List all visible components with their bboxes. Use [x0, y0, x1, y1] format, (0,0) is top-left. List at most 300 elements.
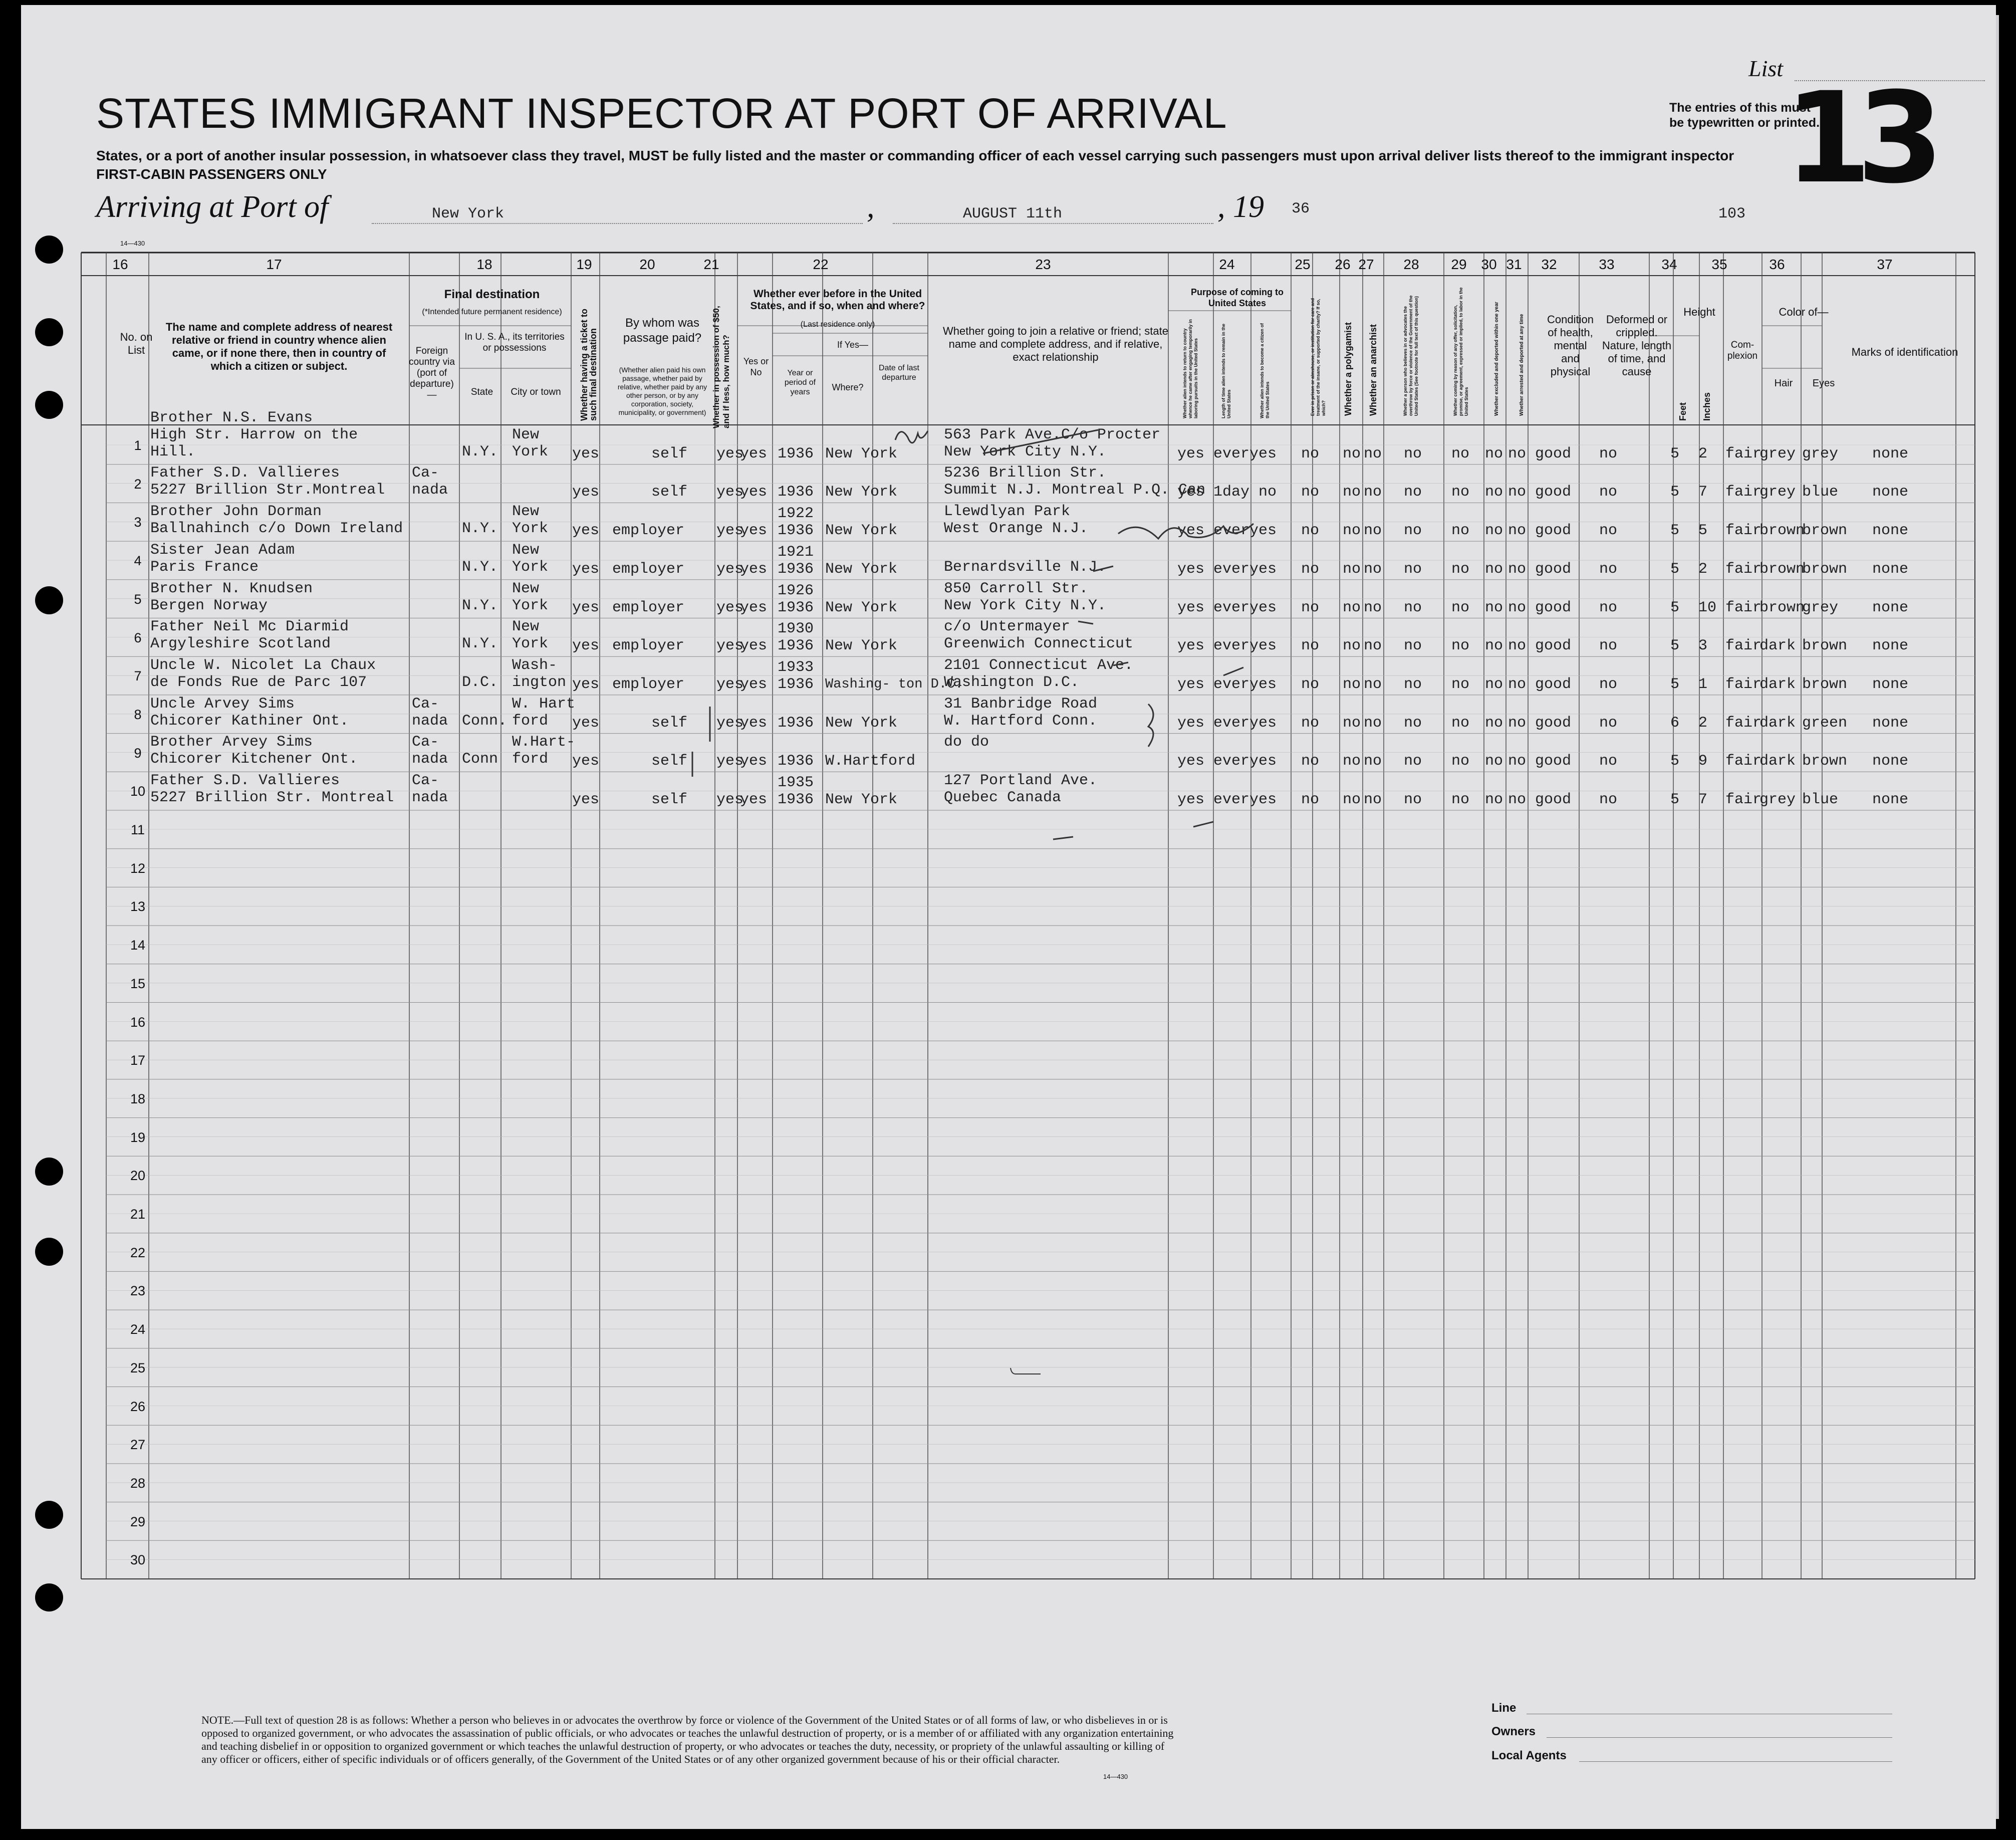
- foreign-country-line: Ca-: [412, 734, 439, 751]
- agents-field-line: [1579, 1761, 1892, 1762]
- list-label: List: [1748, 56, 1784, 81]
- relative-address-line: Bergen Norway: [150, 597, 268, 614]
- question-28-note: NOTE.—Full text of question 28 is as follows: Whether a person who believes in or advocates the overthrow by force or violence of the Government of the United States or of all forms of law, or who disbelieves in or is opposed to organized government, or who advocates the assassination of public officials, or who advocates or teaches the unlawful destruction of property, or is a member of or affiliated with any organization entertaining and teaching disbelief in or opposition to organized government or which teaches the unlawful destruction of property, or who advocates or teaches the duty, necessity, or propriety of the unlawful assaulting or killing of any officer or officers, either of specific individuals or of officers generally, of the Government of the United States or of any other organized government because of his or their official character.: [201, 1714, 1174, 1765]
- column-number: 36: [1769, 257, 1785, 272]
- city-line: York: [512, 443, 549, 461]
- relative-address-line: Brother Arvey Sims: [150, 734, 313, 751]
- row-number: 20: [130, 1168, 146, 1184]
- row-number: 19: [130, 1129, 146, 1145]
- purpose-cell: yes everyes: [1177, 791, 1277, 808]
- deformed-cell: no: [1599, 714, 1618, 732]
- q29-cell: no: [1451, 791, 1470, 808]
- deformed-cell: no: [1599, 560, 1618, 578]
- q31-cell: no: [1508, 445, 1527, 463]
- where-cell: W.Hartford: [825, 753, 916, 770]
- form-number-top: 14—430: [120, 240, 145, 247]
- q30-cell: no: [1485, 753, 1503, 770]
- q26-cell: no: [1343, 599, 1361, 616]
- relative-address-line: Hill.: [150, 443, 196, 461]
- relative-address-line: Uncle Arvey Sims: [150, 695, 295, 713]
- eye-color-cell: brown: [1802, 522, 1848, 540]
- health-cell: good: [1535, 445, 1572, 463]
- row-number: 6: [134, 630, 142, 645]
- passage-paid-cell: employer: [612, 522, 685, 540]
- eye-color-cell: blue: [1802, 791, 1839, 808]
- health-cell: good: [1535, 675, 1572, 693]
- row-number: 9: [134, 745, 142, 761]
- purpose-cell: yes everyes: [1177, 599, 1277, 616]
- height-feet-cell: 5: [1670, 560, 1680, 578]
- q28-cell: no: [1404, 791, 1422, 808]
- q29-cell: no: [1451, 484, 1470, 501]
- header-final-destination: Final destination: [444, 288, 540, 301]
- marks-cell: none: [1872, 445, 1909, 463]
- join-address-line: 5236 Brillion Str.: [944, 465, 1107, 482]
- city-line: W. Hart: [512, 695, 576, 713]
- state-cell: N.Y.: [462, 558, 498, 576]
- height-inches-cell: 7: [1698, 791, 1708, 808]
- join-address-line: Summit N.J. Montreal P.Q. Can: [944, 482, 1206, 499]
- q25-cell: no: [1301, 560, 1320, 578]
- join-address-line: c/o Untermayer: [944, 618, 1071, 636]
- join-address-line: 563 Park Ave.C/o Procter: [944, 426, 1161, 443]
- column-number: 32: [1541, 257, 1557, 272]
- height-feet-cell: 5: [1670, 522, 1680, 540]
- eye-color-cell: grey: [1802, 599, 1839, 616]
- eye-color-cell: blue: [1802, 484, 1839, 501]
- header-before-note: (Last residence only): [800, 320, 875, 329]
- foreign-country-line: Ca-: [412, 772, 439, 789]
- hair-color-cell: dark: [1759, 675, 1796, 693]
- foreign-country-line: Ca-: [412, 695, 439, 713]
- row-number: 29: [130, 1514, 146, 1529]
- year-line: 1936: [778, 599, 814, 616]
- q28-cell: no: [1404, 522, 1422, 540]
- hair-color-cell: brown: [1759, 560, 1805, 578]
- before-in-us-cell: yes: [740, 484, 768, 501]
- city-line: W.Hart-: [512, 734, 576, 751]
- complexion-cell: fair: [1725, 599, 1762, 616]
- hair-color-cell: grey: [1759, 484, 1796, 501]
- marks-cell: none: [1872, 637, 1909, 655]
- eye-color-cell: green: [1802, 714, 1848, 732]
- height-inches-cell: 3: [1698, 637, 1708, 655]
- before-in-us-cell: yes: [740, 714, 768, 732]
- health-cell: good: [1535, 637, 1572, 655]
- city-line: York: [512, 635, 549, 653]
- year-line: 1935: [778, 774, 814, 791]
- q26-cell: no: [1343, 484, 1361, 501]
- purpose-cell: yes everyes: [1177, 637, 1277, 655]
- ticket-cell: yes: [572, 484, 600, 501]
- height-inches-cell: 7: [1698, 484, 1708, 501]
- class-line: FIRST-CABIN PASSENGERS ONLY: [96, 166, 327, 182]
- q27-cell: no: [1364, 675, 1382, 693]
- relative-address-line: Father S.D. Vallieres: [150, 465, 340, 482]
- q29-cell: no: [1451, 445, 1470, 463]
- relative-address-line: High Str. Harrow on the: [150, 426, 358, 443]
- row-number: 24: [130, 1322, 146, 1337]
- before-in-us-cell: yes: [740, 445, 768, 463]
- q28-cell: no: [1404, 484, 1422, 501]
- header-possession: Whether in possession of $50, and if less, how much?: [711, 306, 731, 428]
- q30-cell: no: [1485, 675, 1503, 693]
- ticket-cell: yes: [572, 522, 600, 540]
- year-line: 1936: [778, 753, 814, 770]
- column-number: 21: [703, 257, 719, 272]
- marks-cell: none: [1872, 599, 1909, 616]
- row-number: 13: [130, 899, 146, 914]
- state-cell: N.Y.: [462, 635, 498, 653]
- q25-cell: no: [1301, 637, 1320, 655]
- q27-cell: no: [1364, 522, 1382, 540]
- row-number: 17: [130, 1053, 146, 1068]
- city-line: New: [512, 580, 540, 597]
- ticket-cell: yes: [572, 675, 600, 693]
- passage-paid-cell: self: [651, 484, 688, 501]
- deformed-cell: no: [1599, 445, 1618, 463]
- purpose-cell: yes everyes: [1177, 675, 1277, 693]
- complexion-cell: fair: [1725, 560, 1762, 578]
- relative-address-line: Ballnahinch c/o Down Ireland: [150, 520, 403, 538]
- row-number: 3: [134, 515, 142, 530]
- join-address-line: New York City N.Y.: [944, 443, 1107, 461]
- q31-cell: no: [1508, 637, 1527, 655]
- join-address-line: 850 Carroll Str.: [944, 580, 1089, 597]
- height-feet-cell: 5: [1670, 599, 1680, 616]
- passage-paid-cell: employer: [612, 675, 685, 693]
- purpose-cell: yes 1day no: [1177, 484, 1277, 501]
- foreign-country-line: nada: [412, 482, 448, 499]
- where-cell: New York: [825, 560, 898, 578]
- header-height: Height: [1683, 306, 1715, 318]
- header-color-of: Color of—: [1779, 306, 1829, 318]
- height-inches-cell: 2: [1698, 714, 1708, 732]
- year-line: 1921: [778, 543, 814, 561]
- year-suffix: 36: [1292, 200, 1310, 217]
- header-deformed: Deformed or crippled. Nature, length of time, and cause: [1602, 313, 1672, 378]
- q28-cell: no: [1404, 753, 1422, 770]
- column-number: 22: [813, 257, 829, 272]
- column-number: 37: [1877, 257, 1893, 272]
- ticket-cell: yes: [572, 599, 600, 616]
- relative-address-line: 5227 Brillion Str.Montreal: [150, 482, 385, 499]
- header-purpose: Purpose of coming to United States: [1190, 287, 1284, 308]
- column-number: 27: [1358, 257, 1374, 272]
- column-number: 35: [1711, 257, 1727, 272]
- row-number: 18: [130, 1091, 146, 1106]
- where-cell: New York: [825, 445, 898, 463]
- column-number: 23: [1035, 257, 1051, 272]
- header-q31: Whether arrested and deported at any time: [1519, 314, 1525, 416]
- city-line: York: [512, 520, 549, 538]
- year-line: 1936: [778, 445, 814, 463]
- hair-color-cell: grey: [1759, 445, 1796, 463]
- purpose-cell: yes everyes: [1177, 445, 1277, 463]
- complexion-cell: fair: [1725, 753, 1762, 770]
- column-number: 34: [1661, 257, 1677, 272]
- header-before: Whether ever before in the United States, and if so, when and where?: [750, 288, 925, 312]
- foreign-country-line: nada: [412, 712, 448, 730]
- column-number: 33: [1599, 257, 1615, 272]
- join-address-line: 31 Banbridge Road: [944, 695, 1098, 713]
- marks-cell: none: [1872, 753, 1909, 770]
- passage-paid-cell: self: [651, 714, 688, 732]
- year-line: 1933: [778, 658, 814, 676]
- state-cell: D.C.: [462, 673, 498, 691]
- q29-cell: no: [1451, 753, 1470, 770]
- q25-cell: no: [1301, 484, 1320, 501]
- before-in-us-cell: yes: [740, 675, 768, 693]
- q25-cell: no: [1301, 599, 1320, 616]
- q27-cell: no: [1364, 753, 1382, 770]
- city-line: York: [512, 597, 549, 614]
- where-cell: New York: [825, 637, 898, 655]
- passage-paid-cell: self: [651, 791, 688, 808]
- relative-address-line: Father Neil Mc Diarmid: [150, 618, 349, 636]
- list-number-stamp: 13: [1785, 65, 1929, 211]
- join-address-line: Washington D.C.: [944, 673, 1080, 691]
- q30-cell: no: [1485, 791, 1503, 808]
- port-value: New York: [432, 205, 505, 222]
- q31-cell: no: [1508, 560, 1527, 578]
- form-subtitle: States, or a port of another insular possession, in whatsoever class they travel, MUST be fully listed and the master or commanding officer of each vessel carrying such passengers must upon arrival deliver lists thereof to the immigrant inspector: [96, 148, 1734, 163]
- hair-color-cell: brown: [1759, 599, 1805, 616]
- q26-cell: no: [1343, 753, 1361, 770]
- where-cell: Washing- ton D.C.: [825, 676, 963, 692]
- q28-cell: no: [1404, 445, 1422, 463]
- header-date-departure: Date of last departure: [879, 364, 919, 382]
- header-final-destination-note: (*Intended future permanent residence): [422, 308, 562, 316]
- relative-address-line: Paris France: [150, 558, 259, 576]
- height-feet-cell: 5: [1670, 753, 1680, 770]
- passage-paid-cell: employer: [612, 599, 685, 616]
- q27-cell: no: [1364, 445, 1382, 463]
- city-line: New: [512, 426, 540, 443]
- q28-cell: no: [1404, 714, 1422, 732]
- eye-color-cell: grey: [1802, 445, 1839, 463]
- header-city: City or town: [511, 387, 561, 397]
- header-anarchist: Whether an anarchist: [1368, 324, 1378, 416]
- row-number: 15: [130, 976, 146, 991]
- q28-cell: no: [1404, 599, 1422, 616]
- height-feet-cell: 5: [1670, 637, 1680, 655]
- header-q29: Whether coming by reason of any offer, solicitation, promise, or agreement, expressed or implied, to labor in the United States: [1453, 287, 1469, 416]
- height-feet-cell: 5: [1670, 445, 1680, 463]
- ticket-cell: yes: [572, 791, 600, 808]
- q29-cell: no: [1451, 560, 1470, 578]
- complexion-cell: fair: [1725, 714, 1762, 732]
- header-q28: Whether a person who believes in or advocates the overthrow by force or violence of the Government of the United States (See footnote for full text of this question): [1403, 295, 1419, 416]
- foreign-country-line: Ca-: [412, 465, 439, 482]
- q31-cell: no: [1508, 714, 1527, 732]
- arriving-label: Arriving at Port of: [96, 190, 329, 224]
- marks-cell: none: [1872, 791, 1909, 808]
- height-inches-cell: 10: [1698, 599, 1717, 616]
- hair-color-cell: dark: [1759, 753, 1796, 770]
- before-in-us-cell: yes: [740, 599, 768, 616]
- height-feet-cell: 5: [1670, 484, 1680, 501]
- money-cell: yes: [716, 675, 744, 693]
- q27-cell: no: [1364, 714, 1382, 732]
- column-number: 30: [1481, 257, 1497, 272]
- passage-paid-cell: self: [651, 753, 688, 770]
- passage-paid-cell: self: [651, 445, 688, 463]
- ticket-cell: yes: [572, 714, 600, 732]
- relative-address-line: Chicorer Kathiner Ont.: [150, 712, 349, 730]
- marks-cell: none: [1872, 675, 1909, 693]
- money-cell: yes: [716, 714, 744, 732]
- q26-cell: no: [1343, 791, 1361, 808]
- city-line: ford: [512, 751, 549, 768]
- marks-cell: none: [1872, 714, 1909, 732]
- row-number: 1: [134, 438, 142, 453]
- column-number: 24: [1219, 257, 1235, 272]
- height-inches-cell: 5: [1698, 522, 1708, 540]
- relative-address-line: Chicorer Kitchener Ont.: [150, 751, 358, 768]
- state-cell: N.Y.: [462, 520, 498, 538]
- q26-cell: no: [1343, 560, 1361, 578]
- deformed-cell: no: [1599, 484, 1618, 501]
- page-number: 103: [1718, 205, 1746, 222]
- q25-cell: no: [1301, 791, 1320, 808]
- city-line: York: [512, 558, 549, 576]
- city-line: ington: [512, 673, 567, 691]
- q25-cell: no: [1301, 445, 1320, 463]
- header-inches: Inches: [1702, 392, 1712, 421]
- relative-address-line: Sister Jean Adam: [150, 541, 295, 559]
- join-address-line: Quebec Canada: [944, 789, 1062, 806]
- row-number: 28: [130, 1475, 146, 1491]
- header-passage-note: (Whether alien paid his own passage, whether paid by relative, whether paid by any other person, or by any corporation, society, municipality, or government): [617, 366, 707, 416]
- where-cell: New York: [825, 599, 898, 616]
- height-feet-cell: 6: [1670, 714, 1680, 732]
- row-number: 10: [130, 784, 146, 799]
- header-foreign-country: Foreign country via (port of departure)—: [409, 346, 455, 400]
- health-cell: good: [1535, 522, 1572, 540]
- height-inches-cell: 9: [1698, 753, 1708, 770]
- header-purpose-c: Whether alien intends to become a citizen of the United States: [1259, 323, 1270, 418]
- entries-note: The entries of this must be typewritten or printed.: [1669, 101, 1820, 130]
- health-cell: good: [1535, 560, 1572, 578]
- header-no-on-list: No. on List: [120, 331, 153, 356]
- agents-label: Local Agents: [1491, 1749, 1567, 1762]
- foreign-country-line: nada: [412, 751, 448, 768]
- header-polygamist: Whether a polygamist: [1343, 322, 1353, 416]
- eye-color-cell: brown: [1802, 675, 1848, 693]
- row-number: 4: [134, 553, 142, 569]
- column-number: 28: [1403, 257, 1419, 272]
- column-number: 17: [266, 257, 282, 272]
- column-number: 20: [639, 257, 655, 272]
- relative-address-line: 5227 Brillion Str. Montreal: [150, 789, 394, 806]
- eye-color-cell: brown: [1802, 637, 1848, 655]
- q31-cell: no: [1508, 522, 1527, 540]
- row-number: 26: [130, 1399, 146, 1414]
- health-cell: good: [1535, 599, 1572, 616]
- row-number: 21: [130, 1207, 146, 1222]
- year-line: 1936: [778, 484, 814, 501]
- row-number: 22: [130, 1245, 146, 1260]
- q26-cell: no: [1343, 714, 1361, 732]
- complexion-cell: fair: [1725, 637, 1762, 655]
- q30-cell: no: [1485, 484, 1503, 501]
- row-number: 7: [134, 668, 142, 684]
- column-number: 29: [1451, 257, 1467, 272]
- year-line: 1936: [778, 791, 814, 808]
- health-cell: good: [1535, 753, 1572, 770]
- marks-cell: none: [1872, 522, 1909, 540]
- marks-cell: none: [1872, 560, 1909, 578]
- deformed-cell: no: [1599, 675, 1618, 693]
- q27-cell: no: [1364, 599, 1382, 616]
- relative-address-line: de Fonds Rue de Parc 107: [150, 673, 367, 691]
- join-address-line: West Orange N.J.: [944, 520, 1089, 538]
- where-cell: New York: [825, 522, 898, 540]
- join-address-line: 2101 Connecticut Ave.: [944, 656, 1134, 674]
- q25-cell: no: [1301, 675, 1320, 693]
- money-cell: yes: [716, 522, 744, 540]
- year-line: 1930: [778, 620, 814, 638]
- hair-color-cell: brown: [1759, 522, 1805, 540]
- money-cell: yes: [716, 445, 744, 463]
- q30-cell: no: [1485, 599, 1503, 616]
- deformed-cell: no: [1599, 637, 1618, 655]
- money-cell: yes: [716, 753, 744, 770]
- height-feet-cell: 5: [1670, 675, 1680, 693]
- row-number: 27: [130, 1437, 146, 1453]
- year-line: 1936: [778, 560, 814, 578]
- date-value: AUGUST 11th: [963, 205, 1063, 222]
- money-cell: yes: [716, 484, 744, 501]
- hair-color-cell: grey: [1759, 791, 1796, 808]
- header-feet: Feet: [1678, 402, 1688, 421]
- relative-address-line: Brother John Dorman: [150, 503, 322, 521]
- year-line: 1936: [778, 714, 814, 732]
- header-in-usa: In U. S. A., its territories or possessions: [464, 332, 565, 353]
- q31-cell: no: [1508, 484, 1527, 501]
- line-label: Line: [1491, 1701, 1517, 1715]
- height-inches-cell: 1: [1698, 675, 1708, 693]
- complexion-cell: fair: [1725, 484, 1762, 501]
- join-address-line: New York City N.Y.: [944, 597, 1107, 614]
- header-hair: Hair: [1774, 378, 1793, 389]
- q25-cell: no: [1301, 753, 1320, 770]
- eye-color-cell: brown: [1802, 560, 1848, 578]
- header-purpose-b: Length of time alien intends to remain in the United States: [1221, 323, 1231, 418]
- relative-address-line: Father S.D. Vallieres: [150, 772, 340, 789]
- deformed-cell: no: [1599, 791, 1618, 808]
- owners-field-line: [1547, 1737, 1892, 1738]
- comma-separator: ,: [867, 190, 875, 224]
- passage-paid-cell: employer: [612, 560, 685, 578]
- purpose-cell: yes everyes: [1177, 714, 1277, 732]
- q31-cell: no: [1508, 675, 1527, 693]
- state-cell: Conn.: [462, 712, 508, 730]
- before-in-us-cell: yes: [740, 560, 768, 578]
- deformed-cell: no: [1599, 753, 1618, 770]
- header-year-period: Year or period of years: [784, 369, 816, 396]
- q25-cell: no: [1301, 522, 1320, 540]
- q31-cell: no: [1508, 599, 1527, 616]
- complexion-cell: fair: [1725, 675, 1762, 693]
- ticket-cell: yes: [572, 753, 600, 770]
- health-cell: good: [1535, 484, 1572, 501]
- ticket-cell: yes: [572, 637, 600, 655]
- state-cell: N.Y.: [462, 597, 498, 614]
- before-in-us-cell: yes: [740, 637, 768, 655]
- q27-cell: no: [1364, 637, 1382, 655]
